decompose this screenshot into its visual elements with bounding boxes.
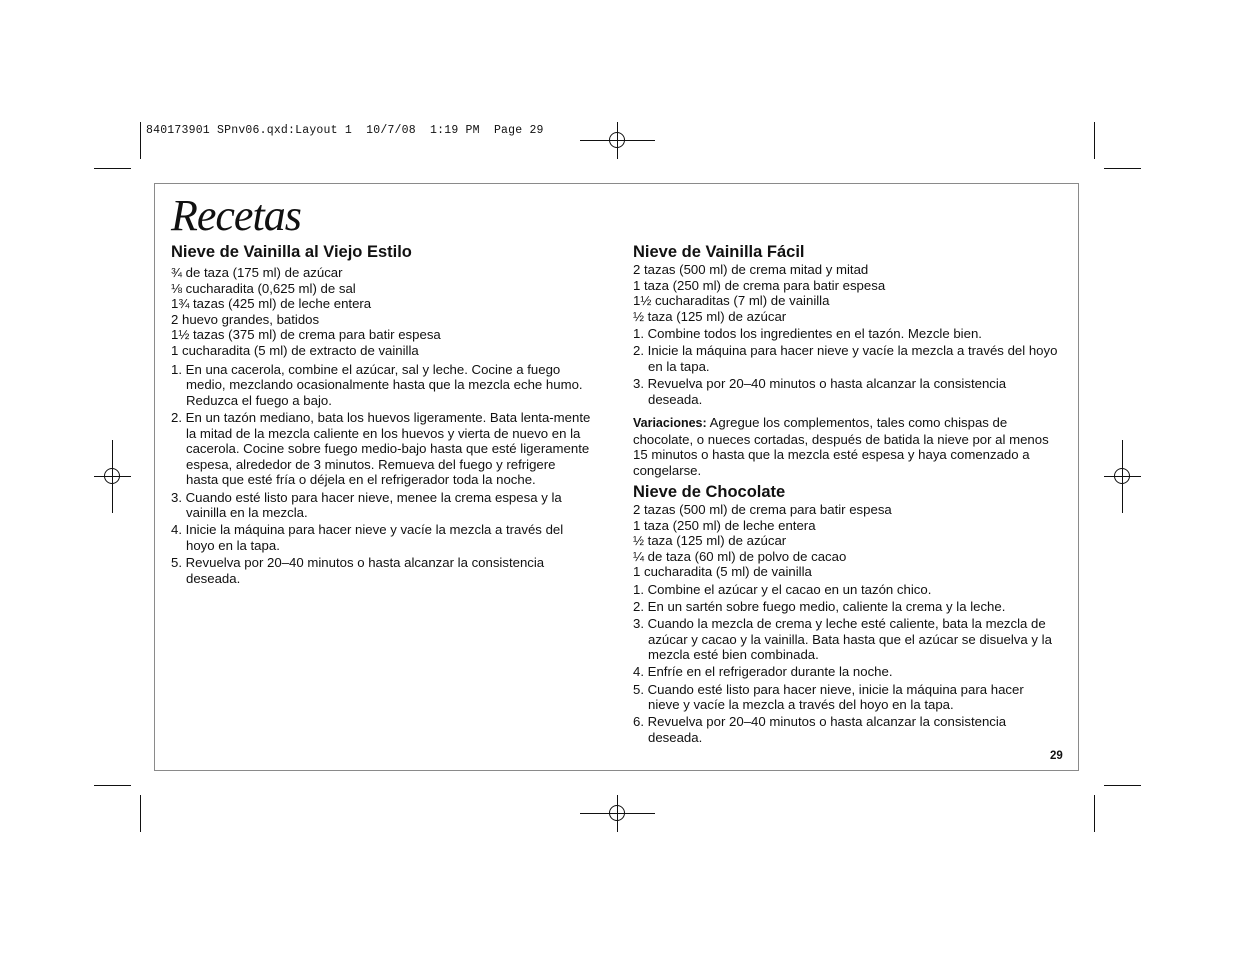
page-title: Recetas <box>171 191 301 240</box>
ingredient-list <box>171 265 591 359</box>
step-list <box>633 326 1058 407</box>
step-item: 1. En una cacerola, combine el azúcar, sal y leche. Cocine a fuego medio, mezclando ocasionalmente hasta que la mezcla eche humo. Reduzca el fuego a bajo. <box>171 361 583 408</box>
page-number: 29 <box>1050 750 1063 762</box>
ingredient-item: 2 huevo grandes, batidos <box>171 311 320 327</box>
step-item: 2. Inicie la máquina para hacer nieve y vacíe la mezcla a través del hoyo en la tapa. <box>633 343 1058 374</box>
step-item: 4. Enfríe en el refrigerador durante la noche. <box>633 664 893 680</box>
recipe-easy-vanilla <box>633 242 1058 479</box>
ingredient-item: ½ taza (125 ml) de azúcar <box>633 533 787 549</box>
crop-mark-bottom-right-v <box>1094 795 1095 832</box>
variations-note <box>633 415 1058 478</box>
recipe-old-style-vanilla <box>171 242 591 586</box>
recipe-chocolate <box>633 482 1058 745</box>
ingredient-item: 1 taza (250 ml) de crema para batir espesa <box>633 277 886 293</box>
recipe-title: Nieve de Vainilla al Viejo Estilo <box>171 243 412 261</box>
print-slug-line: 840173901 SPnv06.qxd:Layout 1 10/7/08 1:19 PM Page 29 <box>146 124 544 137</box>
step-item: 2. En un tazón mediano, bata los huevos ligeramente. Bata lenta-mente la mitad de la mezcla caliente en los huevos y vierta de nuevo en la cacerola. Cocine sobre fuego medio-bajo hasta que esté ligeramente espesa, alrededor de 3 minutos. Remueva del fuego y refrigere hasta que esté fría o déjela en el refrigerador toda la noche. <box>171 409 591 488</box>
crop-mark-top-right-h <box>1104 168 1141 169</box>
ingredient-item: ¼ de taza (60 ml) de polvo de cacao <box>633 548 847 564</box>
recipe-title: Nieve de Chocolate <box>633 483 786 501</box>
ingredient-item: 1 cucharadita (5 ml) de vainilla <box>633 564 812 580</box>
ingredient-list <box>633 262 1058 324</box>
crop-mark-top-right-v <box>1094 122 1095 159</box>
step-item: 3. Cuando esté listo para hacer nieve, menee la crema espesa y la vainilla en la mezcla. <box>171 489 562 521</box>
variations-label: Variaciones: <box>633 416 707 431</box>
step-item: 2. En un sartén sobre fuego medio, caliente la crema y la leche. <box>633 598 1006 614</box>
step-item: 5. Revuelva por 20–40 minutos o hasta alcanzar la consistencia deseada. <box>171 555 545 586</box>
ingredient-item: 1 taza (250 ml) de leche entera <box>633 517 816 533</box>
ingredient-item: 1¾ tazas (425 ml) de leche entera <box>171 296 372 312</box>
crop-mark-bottom-right-h <box>1104 785 1141 786</box>
ingredient-item: 1½ cucharaditas (7 ml) de vainilla <box>633 293 830 309</box>
ingredient-item: 2 tazas (500 ml) de crema mitad y mitad <box>633 262 869 277</box>
crop-mark-bottom-left-v <box>140 795 141 832</box>
ingredient-item: 1½ tazas (375 ml) de crema para batir espesa <box>171 327 441 343</box>
ingredient-item: ½ taza (125 ml) de azúcar <box>633 308 787 324</box>
variations-text: Agregue los complementos, tales como chispas de chocolate, o nueces cortadas, después de batida la nieve por al menos 15 minutos o hasta que la mezcla esté espesa y haya comenzado a congelarse. <box>633 415 1049 478</box>
step-item: 3. Cuando la mezcla de crema y leche esté caliente, bata la mezcla de azúcar y cacao y la vainilla. Bata hasta que el azúcar se disuelva y la mezcla esté bien combinada. <box>633 615 1052 663</box>
recipe-title: Nieve de Vainilla Fácil <box>633 243 805 261</box>
crop-mark-bottom-left-h <box>94 785 131 786</box>
crop-mark-top-left-h <box>94 168 131 169</box>
step-item: 6. Revuelva por 20–40 minutos o hasta alcanzar la consistencia deseada. <box>633 714 1007 745</box>
step-item: 5. Cuando esté listo para hacer nieve, inicie la máquina para hacer nieve y vacíe la mezcla a través del hoyo en la tapa. <box>633 681 1024 713</box>
ingredient-list <box>633 502 1058 580</box>
step-item: 4. Inicie la máquina para hacer nieve y vacíe la mezcla a través del hoyo en la tapa. <box>171 522 564 553</box>
step-item: 1. Combine todos los ingredientes en el tazón. Mezcle bien. <box>633 325 982 341</box>
crop-mark-top-left-v <box>140 122 141 159</box>
step-list <box>633 582 1058 746</box>
ingredient-item: ⅛ cucharadita (0,625 ml) de sal <box>171 280 356 296</box>
step-item: 3. Revuelva por 20–40 minutos o hasta alcanzar la consistencia deseada. <box>633 375 1007 407</box>
step-item: 1. Combine el azúcar y el cacao en un tazón chico. <box>633 581 932 597</box>
ingredient-item: ¾ de taza (175 ml) de azúcar <box>171 265 343 280</box>
ingredient-item: 2 tazas (500 ml) de crema para batir espesa <box>633 502 892 517</box>
ingredient-item: 1 cucharadita (5 ml) de extracto de vainilla <box>171 342 419 358</box>
step-list <box>171 362 591 587</box>
